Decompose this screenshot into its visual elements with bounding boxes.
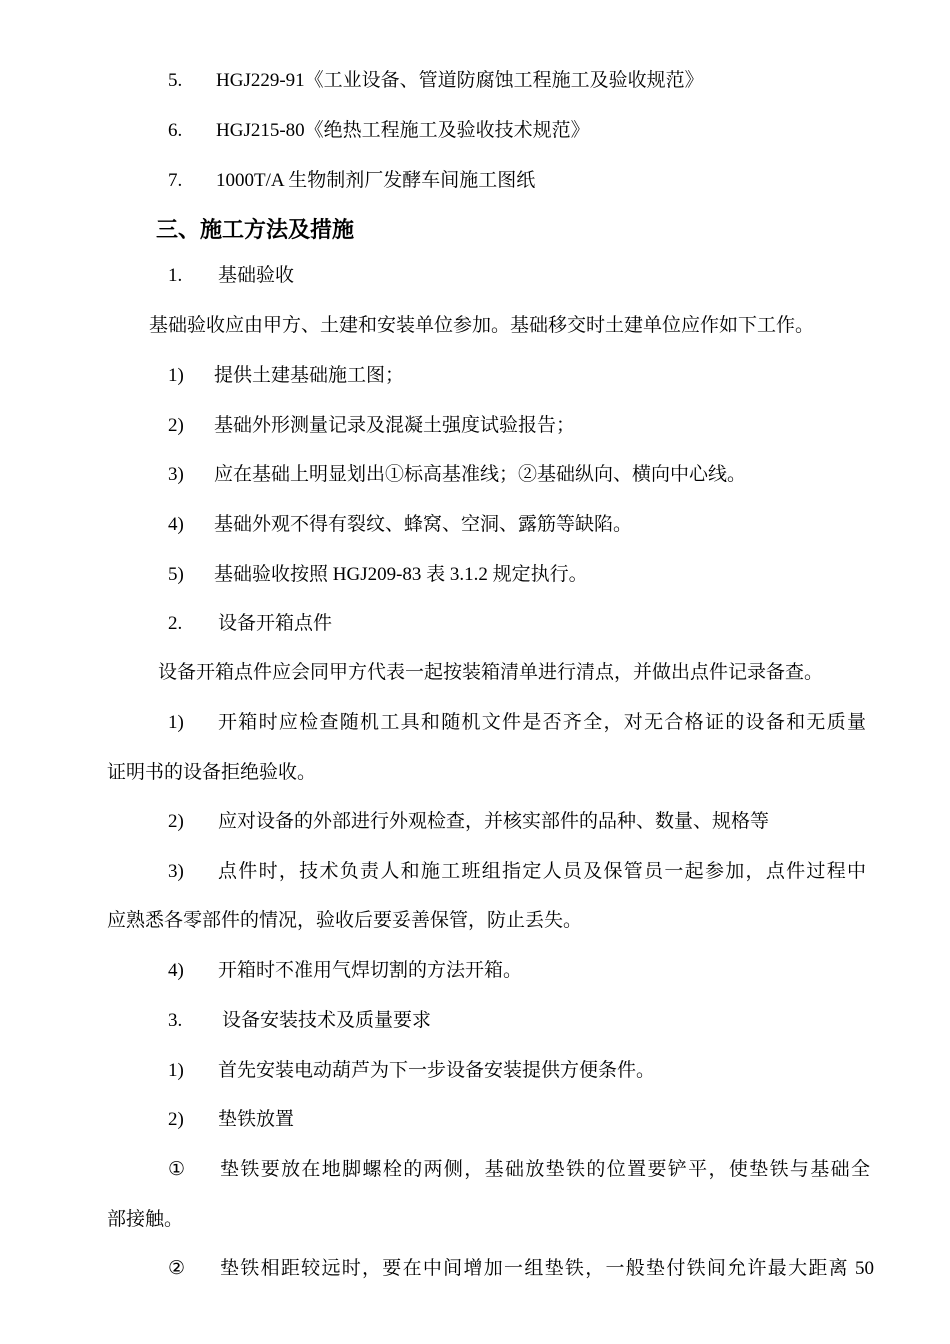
list-item: 垫铁相距较远时，要在中间增加一组垫铁，一般垫付铁间允许最大距离 50 bbox=[220, 1258, 874, 1279]
list-number: 5) bbox=[168, 564, 184, 585]
list-item: 垫铁要放在地脚螺栓的两侧，基础放垫铁的位置要铲平，使垫铁与基础全 bbox=[220, 1159, 870, 1180]
list-number: 6. bbox=[168, 120, 183, 141]
list-item: 应在基础上明显划出①标高基准线；②基础纵向、横向中心线。 bbox=[214, 464, 747, 485]
list-number: 5. bbox=[168, 70, 183, 91]
list-item-continuation: 部接触。 bbox=[107, 1209, 184, 1230]
list-item: 开箱时应检查随机工具和随机文件是否齐全，对无合格证的设备和无质量 bbox=[218, 712, 866, 733]
list-number: 1) bbox=[168, 1060, 184, 1081]
circled-number: ① bbox=[168, 1159, 186, 1180]
list-number: 3) bbox=[168, 861, 184, 882]
paragraph: 设备开箱点件应会同甲方代表一起按装箱清单进行清点，并做出点件记录备查。 bbox=[158, 662, 824, 683]
list-number: 1) bbox=[168, 712, 184, 733]
reference-item: HGJ215-80《绝热工程施工及验收技术规范》 bbox=[216, 120, 590, 141]
list-item: 基础外观不得有裂纹、蜂窝、空洞、露筋等缺陷。 bbox=[214, 514, 633, 535]
list-number: 1) bbox=[168, 365, 184, 386]
list-number: 4) bbox=[168, 960, 184, 981]
subsection-number: 3. bbox=[168, 1010, 183, 1031]
paragraph: 基础验收应由甲方、土建和安装单位参加。基础移交时土建单位应作如下工作。 bbox=[149, 315, 815, 336]
list-item: 首先安装电动葫芦为下一步设备安装提供方便条件。 bbox=[218, 1060, 656, 1081]
list-number: 7. bbox=[168, 170, 183, 191]
list-item: 开箱时不准用气焊切割的方法开箱。 bbox=[218, 960, 523, 981]
section-heading: 三、施工方法及措施 bbox=[156, 218, 355, 243]
list-item: 基础外形测量记录及混凝土强度试验报告； bbox=[214, 415, 576, 436]
subsection-number: 2. bbox=[168, 613, 183, 634]
list-number: 2) bbox=[168, 415, 184, 436]
list-item: 点件时，技术负责人和施工班组指定人员及保管员一起参加，点件过程中 bbox=[218, 861, 866, 882]
list-item-continuation: 证明书的设备拒绝验收。 bbox=[107, 762, 317, 783]
subsection-title: 设备安装技术及质量要求 bbox=[222, 1010, 432, 1031]
circled-number: ② bbox=[168, 1258, 186, 1279]
subsection-number: 1. bbox=[168, 265, 183, 286]
list-item: 垫铁放置 bbox=[218, 1109, 295, 1130]
list-number: 2) bbox=[168, 811, 184, 832]
list-number: 4) bbox=[168, 514, 184, 535]
list-number: 3) bbox=[168, 464, 184, 485]
list-item-continuation: 应熟悉各零部件的情况，验收后要妥善保管，防止丢失。 bbox=[107, 910, 583, 931]
reference-item: HGJ229-91《工业设备、管道防腐蚀工程施工及验收规范》 bbox=[216, 70, 704, 91]
list-item: 提供土建基础施工图； bbox=[214, 365, 405, 386]
subsection-title: 设备开箱点件 bbox=[218, 613, 333, 634]
list-item: 应对设备的外部进行外观检查，并核实部件的品种、数量、规格等 bbox=[218, 811, 770, 832]
list-number: 2) bbox=[168, 1109, 184, 1130]
subsection-title: 基础验收 bbox=[218, 265, 295, 286]
reference-item: 1000T/A 生物制剂厂发酵车间施工图纸 bbox=[216, 170, 536, 191]
list-item: 基础验收按照 HGJ209-83 表 3.1.2 规定执行。 bbox=[214, 564, 588, 585]
